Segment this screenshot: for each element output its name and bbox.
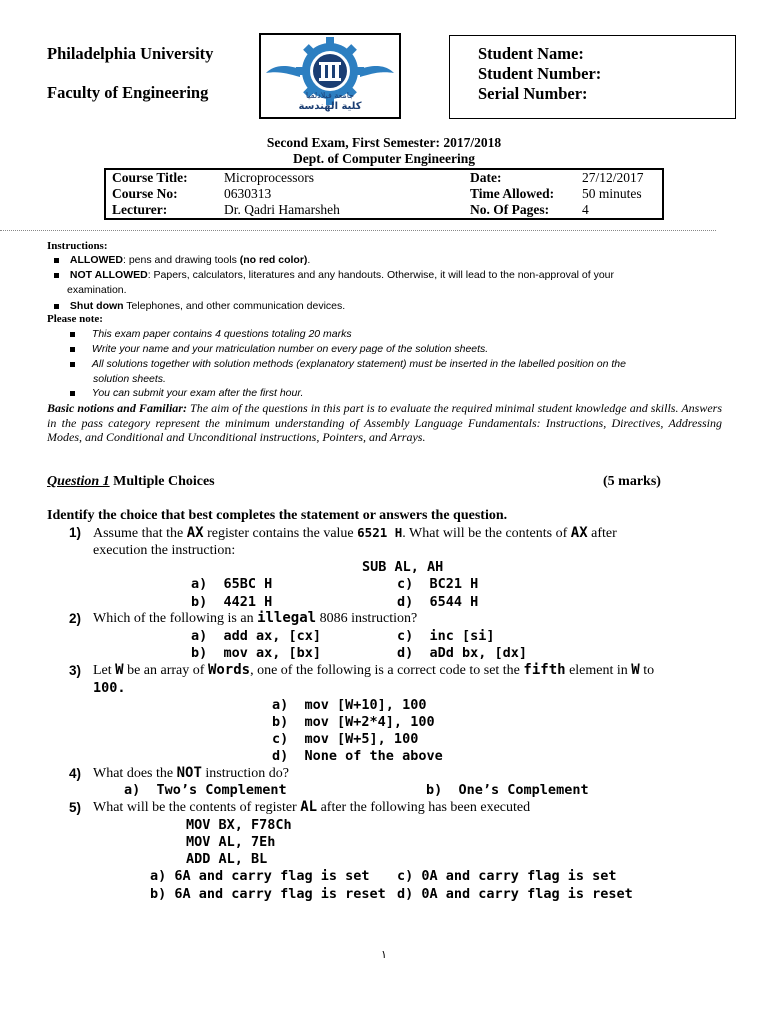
square-bullet-icon <box>54 258 59 263</box>
square-bullet-icon <box>54 273 59 278</box>
square-bullet-icon <box>70 362 75 367</box>
q2-option-a: a) add ax, [cx] <box>191 628 322 644</box>
q5-option-d: d) 0A and carry flag is reset <box>397 886 633 902</box>
course-title-label: Course Title: <box>112 170 188 185</box>
student-number-label: Student Number: <box>478 64 602 83</box>
list-item-continued: solution sheets. <box>93 373 166 385</box>
pages-value: 4 <box>582 202 589 217</box>
list-item: NOT ALLOWED: Papers, calculators, literatures and any handouts. Otherwise, it will lead to the non-approval of your <box>54 269 614 281</box>
course-info-table <box>104 168 664 220</box>
q3-number: 3) <box>69 663 82 678</box>
q1-option-a: a) 65BC H <box>191 576 273 592</box>
q5-option-a: a) 6A and carry flag is set <box>150 868 370 884</box>
list-item: All solutions together with solution methods (explanatory statement) must be inserted in the labelled position on the <box>70 358 626 370</box>
q3-text: Let W be an array of Words, one of the following is a correct code to set the fifth element in W to <box>93 662 655 678</box>
exam-title: Second Exam, First Semester: 2017/2018 <box>266 135 502 150</box>
pages-label: No. Of Pages: <box>470 202 550 217</box>
list-item: You can submit your exam after the first hour. <box>70 387 303 399</box>
q3-text-line2: 100. <box>93 680 126 696</box>
divider <box>0 230 716 231</box>
q1-option-d: d) 6544 H <box>397 594 479 610</box>
student-info-box <box>449 35 736 119</box>
q3-option-d: d) None of the above <box>272 748 443 764</box>
course-no-label: Course No: <box>112 186 178 201</box>
course-title-value: Microprocessors <box>224 170 314 185</box>
faculty-name: Faculty of Engineering <box>47 83 209 102</box>
list-item-continued: examination. <box>67 284 127 296</box>
list-item: ALLOWED: pens and drawing tools (no red color). <box>54 254 310 266</box>
table-row <box>105 169 663 186</box>
note-heading: Please note: <box>47 313 103 325</box>
page-number: ١ <box>381 949 387 961</box>
logo-text: كلية الهندسة <box>298 101 362 112</box>
instructions-heading: Instructions: <box>47 240 108 252</box>
q2-text: Which of the following is an illegal 8086 instruction? <box>93 610 418 626</box>
q2-option-b: b) mov ax, [bx] <box>191 645 322 661</box>
square-bullet-icon <box>70 391 75 396</box>
q5-text: What will be the contents of register AL after the following has been executed <box>93 799 531 815</box>
q3-option-c: c) mov [W+5], 100 <box>272 731 419 747</box>
lecturer-label: Lecturer: <box>112 202 168 217</box>
logo-subtext: جامعة فيلادلفيا <box>305 91 355 100</box>
q5-code-line1: MOV BX, F78Ch <box>186 817 292 833</box>
q1-option-b: b) 4421 H <box>191 594 273 610</box>
q2-option-c: c) inc [si] <box>397 628 495 644</box>
q1-code: SUB AL, AH <box>362 559 444 575</box>
student-name-label: Student Name: <box>478 44 584 63</box>
q5-option-b: b) 6A and carry flag is reset <box>150 886 386 902</box>
list-item: Write your name and your matriculation number on every page of the solution sheets. <box>70 343 488 355</box>
course-no-value: 0630313 <box>224 186 272 201</box>
time-allowed-label: Time Allowed: <box>470 186 555 201</box>
university-logo <box>259 33 401 119</box>
q4-option-b: b) One’s Complement <box>426 782 589 798</box>
q3-option-b: b) mov [W+2*4], 100 <box>272 714 435 730</box>
q4-option-a: a) Two’s Complement <box>124 782 287 798</box>
date-value: 27/12/2017 <box>582 170 644 185</box>
basic-notions-paragraph: Basic notions and Familiar: The aim of the questions in this part is to evaluate the required minimal student knowledge and skills. Answers in the pass category represent the minimum understanding of Assembly Language Fundamentals: Instructions, Directives, Addressing Modes, and Conditional and Unconditional instructions, Pointers, and Arrays. <box>47 401 722 444</box>
question-marks: (5 marks) <box>603 474 661 489</box>
table-row <box>105 202 663 219</box>
q4-number: 4) <box>69 766 82 781</box>
q2-option-d: d) aDd bx, [dx] <box>397 645 528 661</box>
q1-text: Assume that the AX register contains the value 6521 H. What will be the contents of AX after <box>93 525 617 541</box>
square-bullet-icon <box>70 347 75 352</box>
table-row <box>105 186 663 202</box>
list-item: Shut down Telephones, and other communication devices. <box>54 300 345 312</box>
department: Dept. of Computer Engineering <box>293 151 475 166</box>
question-heading: Question 1 Multiple Choices <box>47 474 215 489</box>
square-bullet-icon <box>70 332 75 337</box>
q2-number: 2) <box>69 611 82 626</box>
q5-code-line3: ADD AL, BL <box>186 851 268 867</box>
serial-number-label: Serial Number: <box>478 84 588 103</box>
date-label: Date: <box>470 170 502 185</box>
list-item: This exam paper contains 4 questions totaling 20 marks <box>70 328 352 340</box>
square-bullet-icon <box>54 304 59 309</box>
q1-number: 1) <box>69 525 82 540</box>
q5-code-line2: MOV AL, 7Eh <box>186 834 276 850</box>
university-name: Philadelphia University <box>47 44 214 63</box>
time-allowed-value: 50 minutes <box>582 186 642 201</box>
q3-option-a: a) mov [W+10], 100 <box>272 697 427 713</box>
q5-number: 5) <box>69 800 82 815</box>
q5-option-c: c) 0A and carry flag is set <box>397 868 617 884</box>
q1-option-c: c) BC21 H <box>397 576 479 592</box>
lecturer-value: Dr. Qadri Hamarsheh <box>224 202 340 217</box>
q1-text-line2: execution the instruction: <box>93 543 236 558</box>
q4-text: What does the NOT instruction do? <box>93 765 289 781</box>
question-instruction: Identify the choice that best completes the statement or answers the question. <box>47 508 508 523</box>
